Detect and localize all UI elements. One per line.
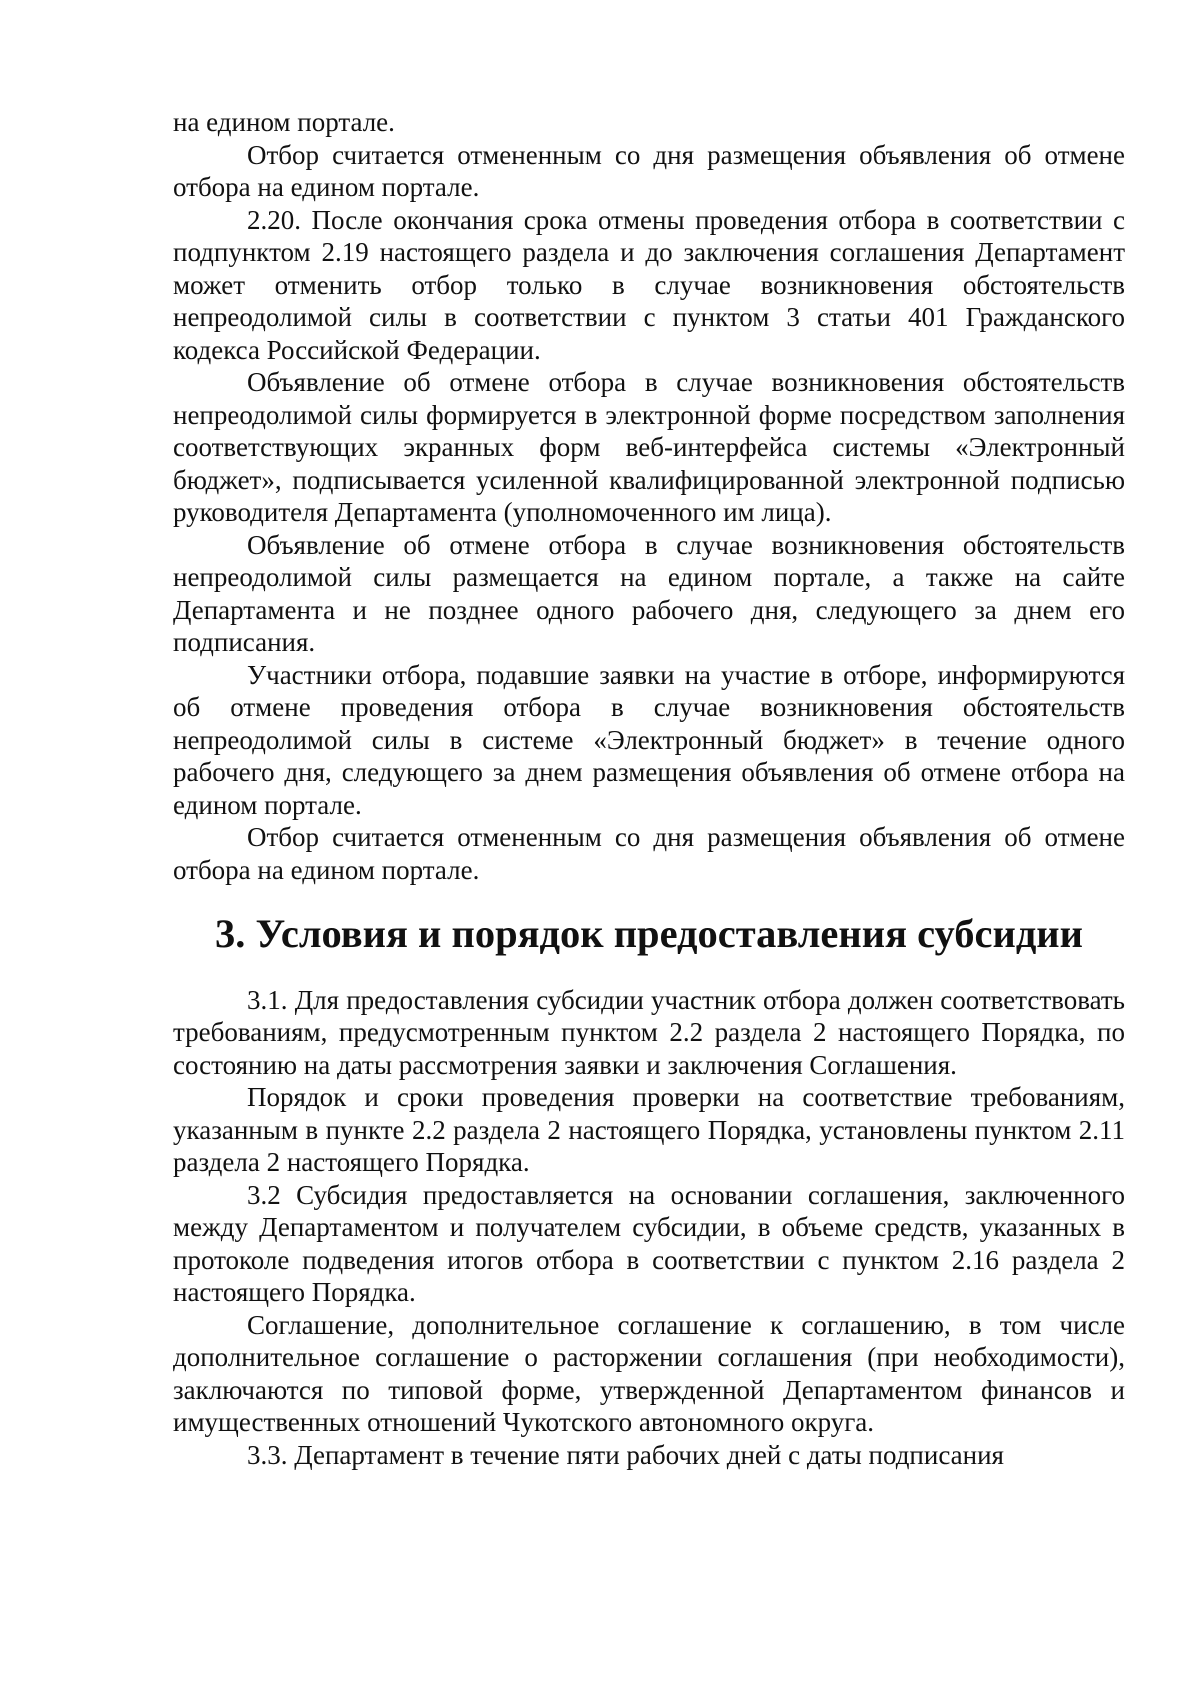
paragraph: 3.1. Для предоставления субсидии участник отбора должен соответствовать требованиям, предусмотренным пунктом 2.2 раздела 2 настоящего Порядка, по состоянию на даты рассмотрения заявки и заключения Соглашения.: [173, 984, 1125, 1080]
paragraph: Объявление об отмене отбора в случае возникновения обстоятельств непреодолимой силы размещается на едином портале, а также на сайте Департамента и не позднее одного рабочего дня, следующего за днем его подписания.: [173, 529, 1125, 657]
paragraph: 3.3. Департамент в течение пяти рабочих дней с даты подписания: [247, 1439, 1004, 1470]
paragraph: Отбор считается отмененным со дня размещения объявления об отмене отбора на едином портале.: [173, 822, 1125, 885]
paragraph: 2.20. После окончания срока отмены проведения отбора в соответствии с подпунктом 2.19 настоящего раздела и до заключения соглашения Департамент может отменить отбор только в случае возникновения обстоятельств непреодолимой силы в соответствии с пунктом 3 статьи 401 Гражданского кодекса Российской Федерации.: [173, 204, 1125, 365]
paragraph: Соглашение, дополнительное соглашение к соглашению, в том числе дополнительное соглашение о расторжении соглашения (при необходимости), заключаются по типовой форме, утвержденной Департаментом финансов и имущественных отношений Чукотского автономного округа.: [173, 1309, 1125, 1437]
paragraph: 3.2 Субсидия предоставляется на основании соглашения, заключенного между Департаментом и получателем субсидии, в объеме средств, указанных в протоколе подведения итогов отбора в соответствии с пунктом 2.16 раздела 2 настоящего Порядка.: [173, 1179, 1125, 1307]
paragraph: Объявление об отмене отбора в случае возникновения обстоятельств непреодолимой силы формируется в электронной форме посредством заполнения соответствующих экранных форм веб-интерфейса системы «Электронный бюджет», подписывается усиленной квалифицированной электронной подписью руководителя Департамента (уполномоченного им лица).: [173, 367, 1125, 527]
paragraph: Порядок и сроки проведения проверки на соответствие требованиям, указанным в пункте 2.2 раздела 2 настоящего Порядка, установлены пунктом 2.11 раздела 2 настоящего Порядка.: [173, 1082, 1125, 1177]
paragraph: Отбор считается отмененным со дня размещения объявления об отмене отбора на едином портале.: [173, 139, 1125, 202]
section-heading: 3. Условия и порядок предоставления субсидии: [215, 911, 1083, 956]
paragraph: Участники отбора, подавшие заявки на участие в отборе, информируются об отмене проведения отбора в случае возникновения обстоятельств непреодолимой силы в системе «Электронный бюджет» в течение одного рабочего дня, следующего за днем размещения объявления об отмене отбора на едином портале.: [173, 659, 1125, 820]
document-page: [173, 106, 1125, 1471]
paragraph: на едином портале.: [173, 107, 395, 137]
